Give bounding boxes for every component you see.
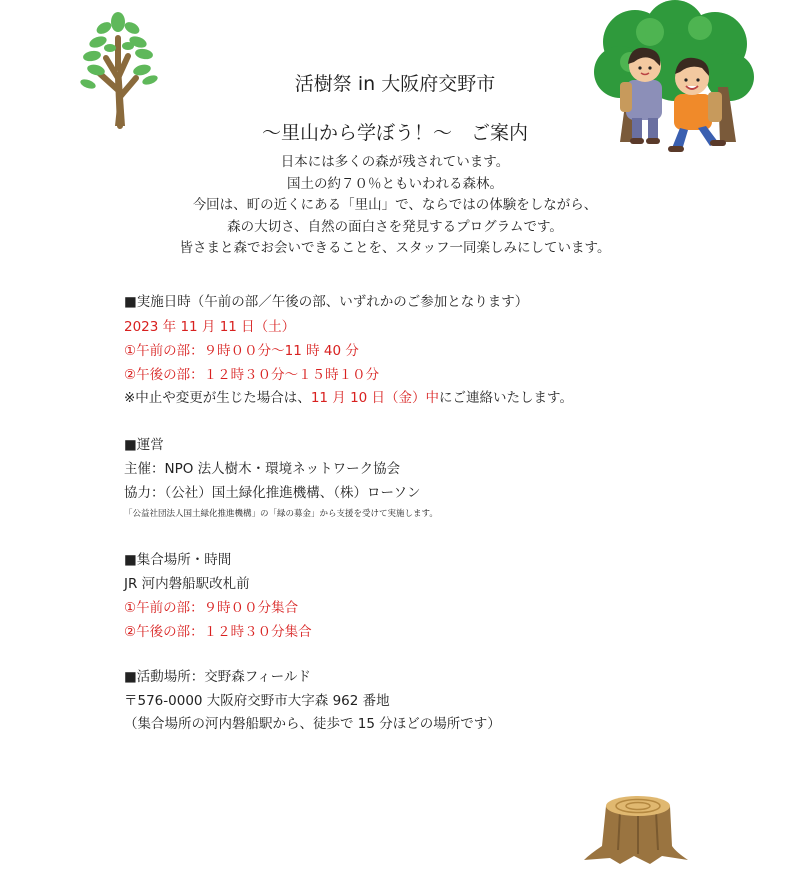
activity-note: （集合場所の河内磐船駅から、徒歩で 15 分ほどの場所です） bbox=[124, 716, 501, 732]
cancellation-note-date: 11 月 10 日（金）中 bbox=[310, 390, 440, 406]
cancellation-note-text: にご連絡いたします。 bbox=[439, 390, 573, 406]
operation-heading: ■運営 bbox=[124, 437, 164, 453]
cooperation: 協力：（公社）国土緑化推進機構、（株）ローソン bbox=[124, 485, 421, 501]
schedule-heading: ■実施日時（午前の部／午後の部、いずれかのご参加となります） bbox=[124, 294, 529, 310]
meeting-afternoon: ②午後の部：１２時３０分集合 bbox=[124, 624, 312, 640]
page-subtitle: ～里山から学ぼう！～ ご案内 bbox=[261, 122, 528, 144]
intro-line: 森の大切さ、自然の面白さを発見するプログラムです。 bbox=[227, 218, 563, 235]
event-date: 2023 年 11 月 11 日（土） bbox=[124, 319, 296, 335]
intro-line: 国土の約７０％ともいわれる森林。 bbox=[287, 175, 503, 192]
tree-icon bbox=[68, 8, 168, 128]
support-note: 「公益社団法人国土緑化推進機構」の「緑の募金」から支援を受けて実施します。 bbox=[124, 509, 438, 519]
activity-heading: ■活動場所：交野森フィールド bbox=[124, 669, 311, 685]
afternoon-session: ②午後の部：１２時３０分～１５時１０分 bbox=[124, 367, 380, 383]
intro-text bbox=[0, 152, 790, 260]
meeting-heading: ■集合場所・時間 bbox=[124, 552, 232, 568]
activity-address: 〒576-0000 大阪府交野市大字森 962 番地 bbox=[124, 693, 390, 709]
meeting-place: JR 河内磐船駅改札前 bbox=[124, 576, 250, 592]
morning-session: ①午前の部：９時００分～11 時 40 分 bbox=[124, 343, 359, 359]
page-title: 活樹祭 in 大阪府交野市 bbox=[294, 73, 496, 95]
organizer: 主催：NPO 法人樹木・環境ネットワーク協会 bbox=[124, 461, 401, 477]
meeting-morning: ①午前の部：９時００分集合 bbox=[124, 600, 299, 616]
intro-line: 今回は、町の近くにある「里山」で、ならではの体験をしながら、 bbox=[192, 197, 598, 213]
cancellation-note-text: ※中止や変更が生じた場合は、 bbox=[124, 390, 311, 406]
intro-line: 日本には多くの森が残されています。 bbox=[280, 154, 510, 170]
intro-line: 皆さまと森でお会いできることを、スタッフ一同楽しみにしています。 bbox=[179, 240, 611, 256]
cancellation-note bbox=[124, 386, 573, 406]
tree-stump-icon bbox=[580, 788, 700, 868]
